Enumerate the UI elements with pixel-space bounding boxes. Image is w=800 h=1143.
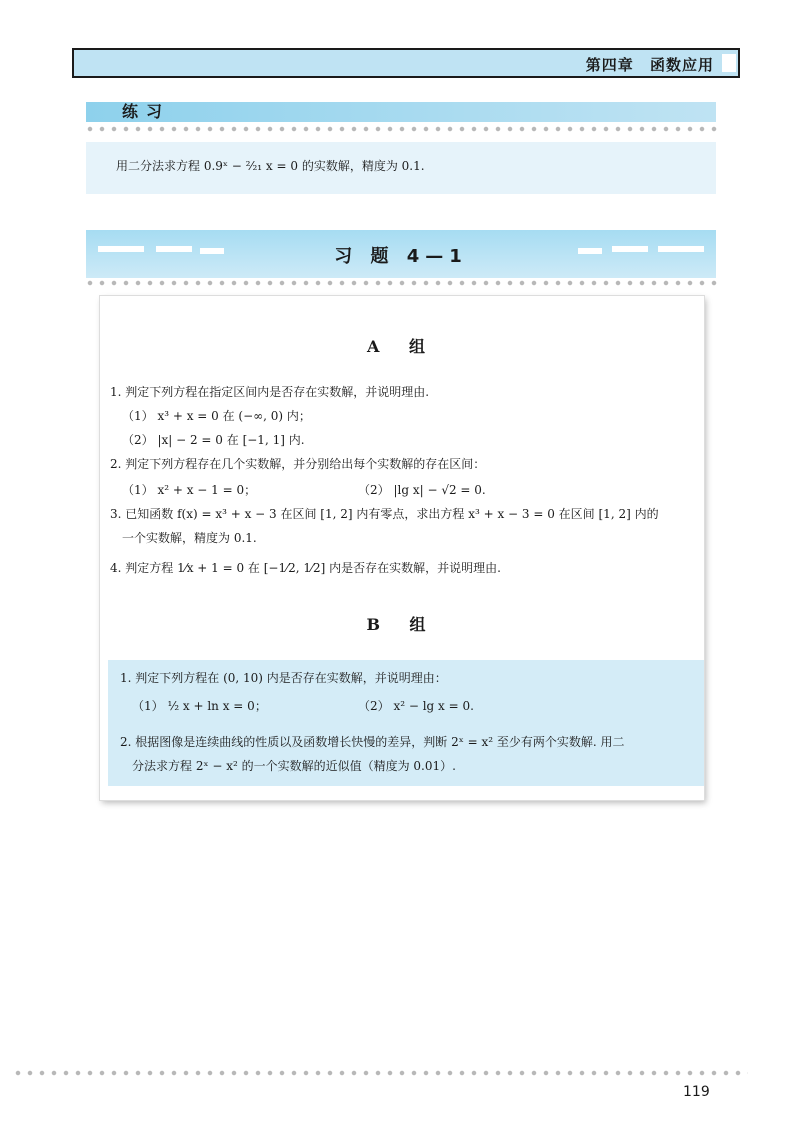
banner-decoration-right-1 — [578, 248, 602, 254]
a-line-8: 一个实数解，精度为 0.1. — [122, 531, 257, 545]
group-b-heading: B 组 — [366, 615, 438, 634]
header-corner-decoration — [722, 54, 736, 72]
banner-dotted-divider — [84, 280, 720, 286]
a-line-9: 4. 判定方程 1⁄x + 1 = 0 在 [−1⁄2, 1⁄2] 内是否存在实数解，并说明理由. — [110, 561, 501, 575]
a-line-6: （2） |lg x| − √2 = 0. — [358, 483, 486, 497]
b-line-1: 1. 判定下列方程在 (0, 10) 内是否存在实数解，并说明理由： — [120, 671, 447, 685]
practice-bar — [86, 102, 716, 122]
a-line-5: （1） x² + x − 1 = 0； — [122, 483, 257, 497]
banner-decoration-right-3 — [658, 246, 704, 252]
b-line-3: （2） x² − lg x = 0. — [358, 699, 474, 713]
practice-label: 练习 — [122, 102, 171, 121]
practice-box — [86, 142, 716, 194]
group-b-box — [108, 660, 704, 786]
chapter-header-bar — [72, 48, 740, 78]
chapter-title: 第四章 函数应用 — [585, 56, 714, 74]
banner-decoration-right-2 — [612, 246, 648, 252]
exercise-banner — [86, 230, 716, 278]
a-line-3: （2） |x| − 2 = 0 在 [−1, 1] 内. — [122, 433, 305, 447]
practice-question: 用二分法求方程 0.9ˣ − ²⁄₂₁ x = 0 的实数解，精度为 0.1. — [116, 159, 425, 173]
page-number: 119 — [683, 1084, 710, 1100]
footer-dotted-divider — [12, 1070, 748, 1076]
b-line-2: （1） ½ x + ln x = 0； — [132, 699, 267, 713]
group-a-heading: A 组 — [367, 337, 437, 356]
a-line-2: （1） x³ + x = 0 在 (−∞, 0) 内； — [122, 409, 311, 423]
b-line-5: 分法求方程 2ˣ − x² 的一个实数解的近似值（精度为 0.01）. — [132, 759, 456, 773]
a-line-7: 3. 已知函数 f(x) = x³ + x − 3 在区间 [1, 2] 内有零点，求出方程 x³ + x − 3 = 0 在区间 [1, 2] 内的 — [110, 507, 659, 521]
a-line-4: 2. 判定下列方程存在几个实数解，并分别给出每个实数解的存在区间： — [110, 457, 486, 471]
exercise-title: 习 题 4—1 — [334, 246, 468, 267]
exercise-card — [100, 296, 704, 800]
a-line-1: 1. 判定下列方程在指定区间内是否存在实数解，并说明理由. — [110, 385, 430, 399]
dotted-divider — [84, 126, 720, 132]
b-line-4: 2. 根据图像是连续曲线的性质以及函数增长快慢的差异，判断 2ˣ = x² 至少有两个实数解. 用二 — [120, 735, 625, 749]
